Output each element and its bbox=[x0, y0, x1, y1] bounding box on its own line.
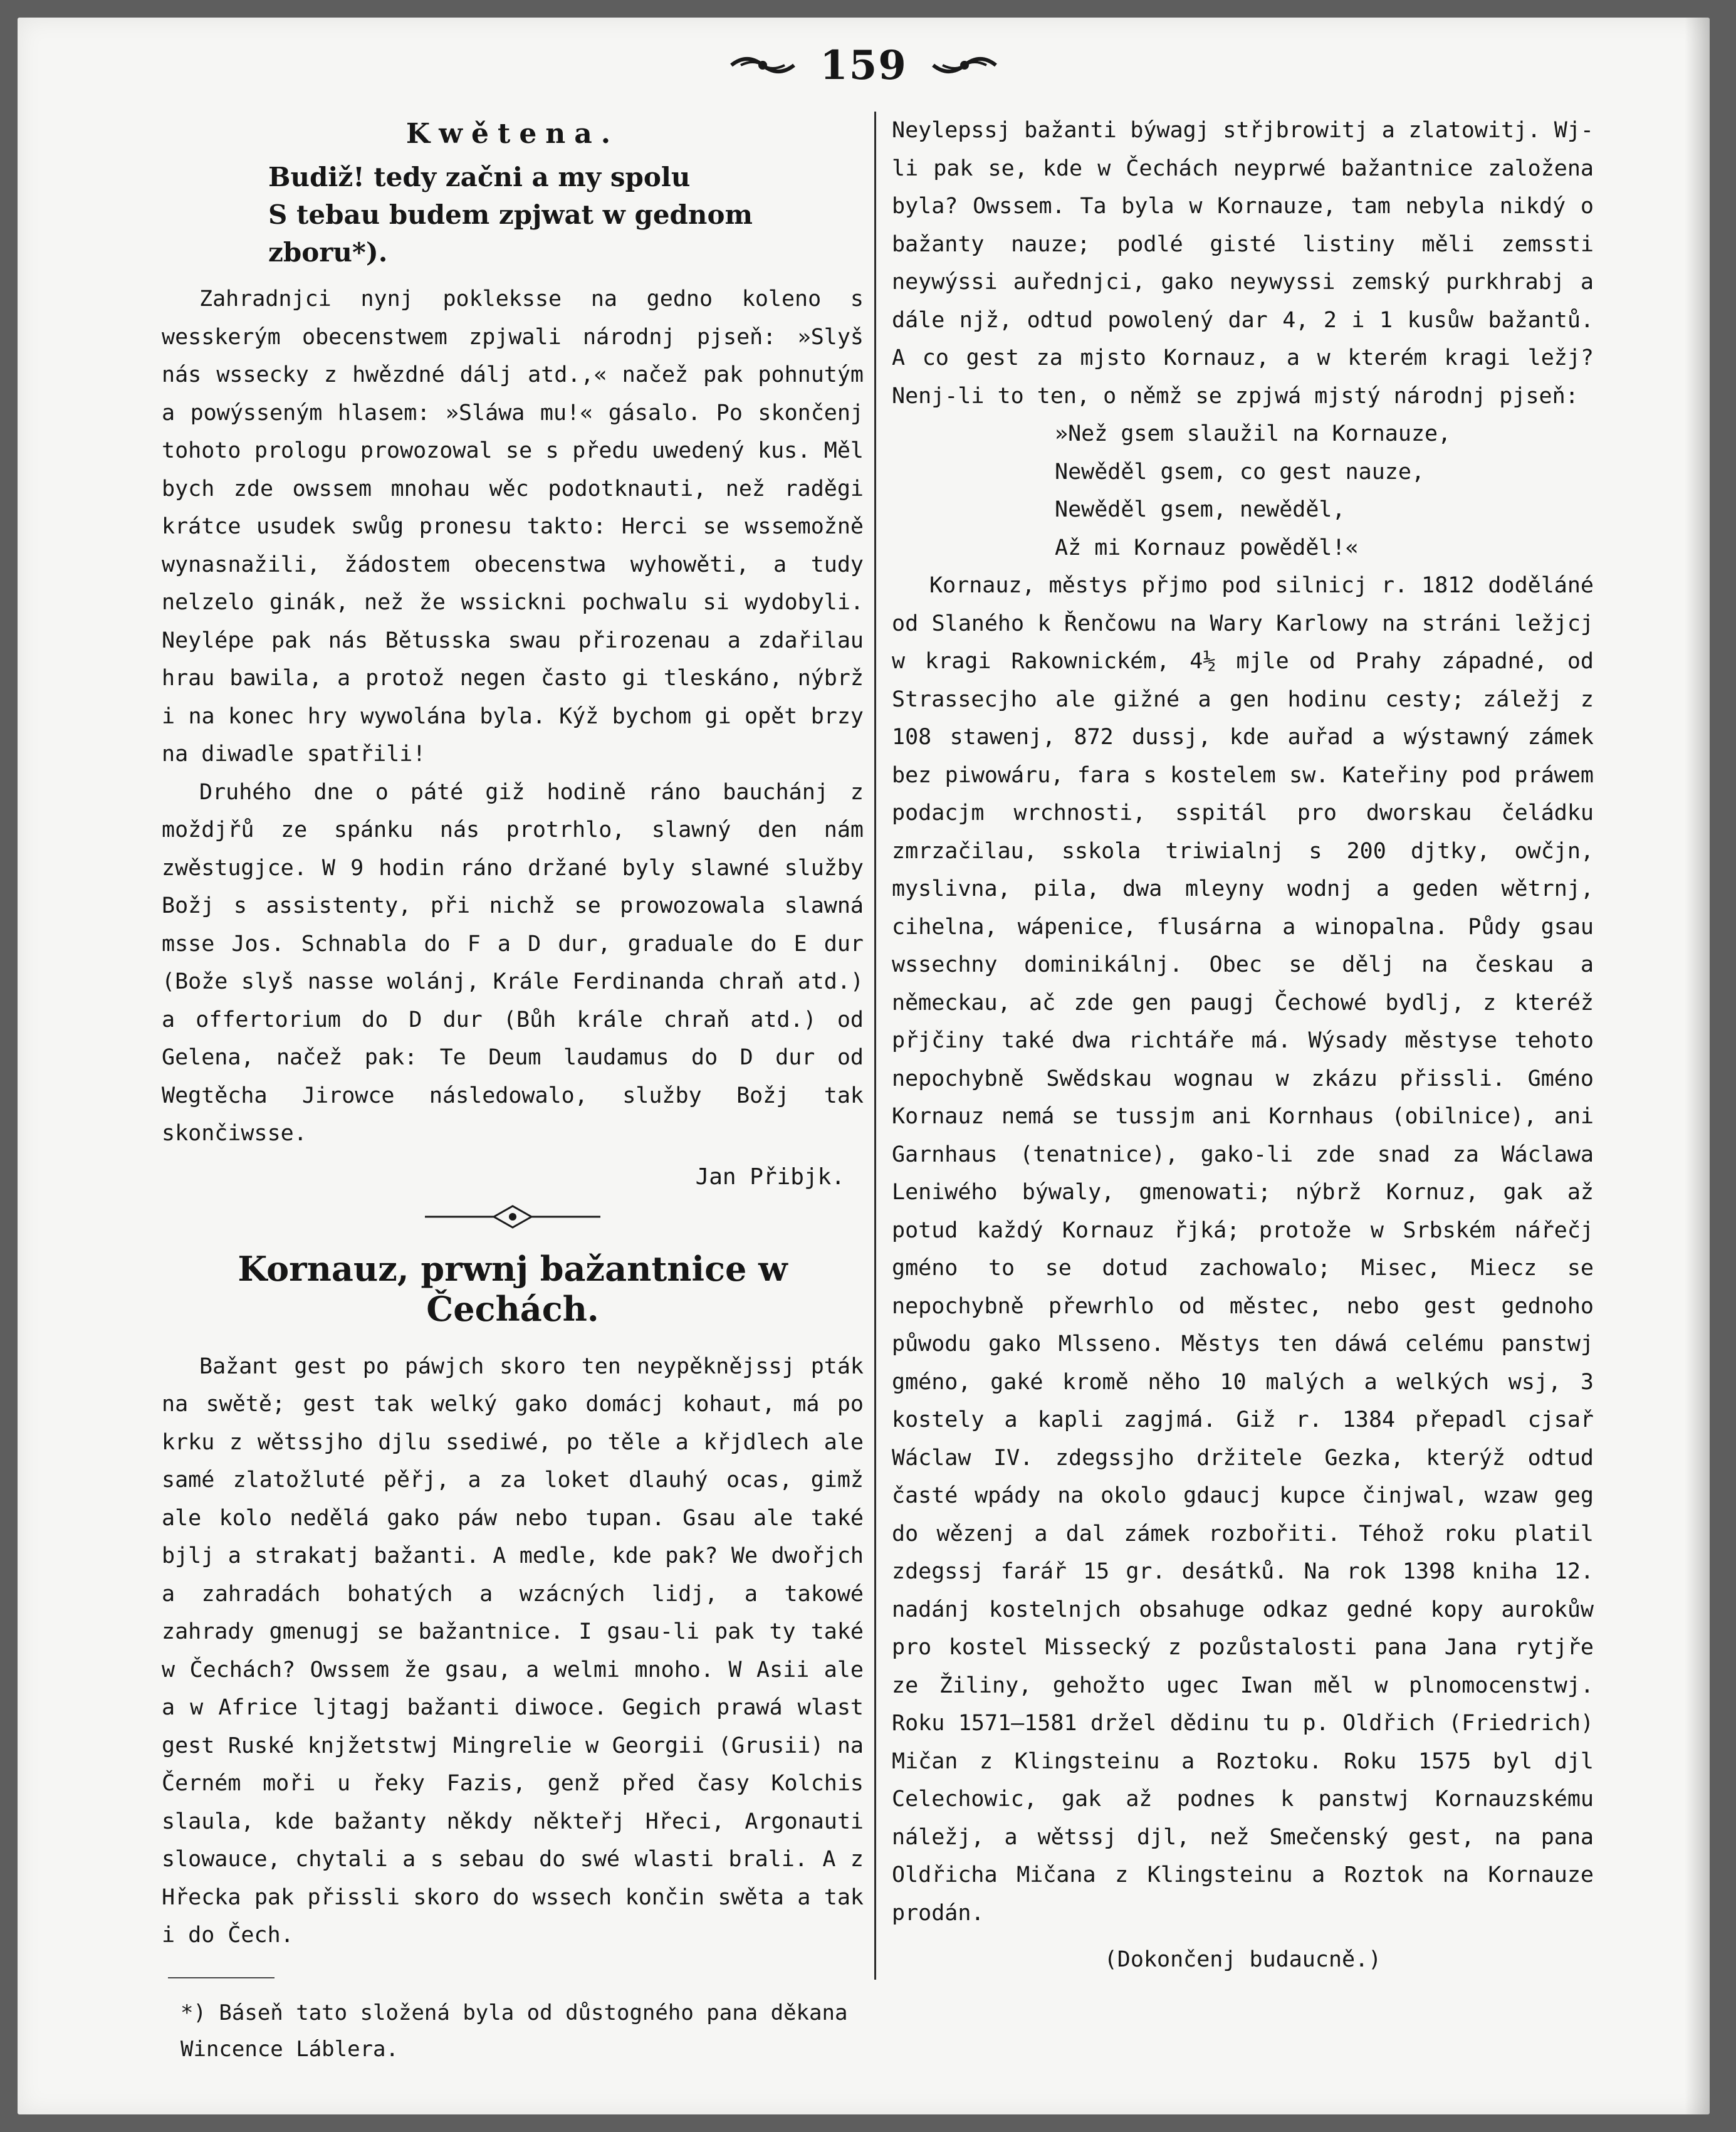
paragraph: Neylepssj bažanti býwagj střjbrowitj a zlatowitj. Wj-li pak se, kde w Čechách neyprwé bažantnice založena byla? Owssem. Ta byla w Kornauze, tam nebyla nikdý o bažanty nauze; podlé gisté listiny měli zemssti neywýssi auřednjci, gako neywyssi zemský purkhrabj a dále njž, odtud powolený dar 4, 2 i 1 kusůw bažantů. A co gest za mjsto Kornauz, a w kterém kragi ležj? Nenj-li to ten, o němž se zpjwá mjstý národnj pjseň: bbox=[892, 118, 1594, 409]
right-ornament-icon bbox=[930, 50, 999, 81]
footnote: *) Báseň tato složená byla od důstogného pana děkana Wincence Láblera. bbox=[180, 2000, 848, 2062]
page-number: 159 bbox=[820, 41, 907, 89]
song-verse bbox=[1055, 415, 1594, 567]
verse-line: S tebau budem zpjwat w gednom zboru*). bbox=[268, 199, 753, 268]
right-column bbox=[892, 112, 1594, 2045]
article-title: Kornauz, prwnj bažantnice w Čechách. bbox=[238, 1248, 788, 1329]
paragraph: Druhého dne o páté giž hodině ráno bauchánj z moždjřů ze spánku nás protrhlo, slawný den nám zwěstugjce. W 9 hodin ráno držané byly slawné služby Božj s assistenty, při nichž se prowozowala slawná msse Jos. Schnabla do F a D dur, graduale do E dur (Bože slyš nasse wolánj, Krále Ferdinanda chraň atd.) a offertorium do D dur (Bůh krále chraň atd.) od Gelena, načež pak: Te Deum laudamus do D dur od Wegtěcha Jirowce následowalo, služby Božj tak skončiwsse. bbox=[162, 779, 864, 1146]
left-ornament-icon bbox=[728, 50, 797, 81]
left-column bbox=[162, 112, 864, 2062]
song-line: »Než gsem slaužil na Kornauze, bbox=[1055, 421, 1451, 446]
song-line: Až mi Kornauz powěděl!« bbox=[1055, 535, 1359, 560]
song-line: Newěděl gsem, co gest nauze, bbox=[1055, 459, 1425, 485]
paragraph: Bažant gest po páwjch skoro ten neypěknějssj pták na swětě; gest tak welký gako domácj kohaut, má po krku z wětssjho djlu ssediwé, po těle a křjdlech ale samé zlatožluté pěřj, a za loket dlauhý ocas, gimž ale kolo nedělá gako páw nebo tupan. Gsau ale také bjlj a strakatj bažanti. A medle, kde pak? We dwořjch a zahradách bohatých a wzácných lidj, a takowé zahrady gmenugj se bažantnice. I gsau-li pak ty také w Čechách? Owssem že gsau, a welmi mnoho. W Asii ale a w Africe ljtagj bažanti diwoce. Gegich prawá wlast gest Ruské knjžetstwj Mingrelie w Georgii (Grusii) na Černém moři u řeky Fazis, genž před časy Kolchis slaula, kde bažanty někdy někteřj Hřeci, Argonauti slowauce, chytali a s sebau do swé wlasti brali. A z Hřecka pak přissli skoro do wssech končin swěta a tak i do Čech. bbox=[162, 1353, 864, 1948]
page-header bbox=[18, 40, 1710, 90]
section-heading: Kwětena. bbox=[405, 118, 620, 150]
verse-line: Budiž! tedy začni a my spolu bbox=[268, 162, 691, 192]
footnote-rule bbox=[168, 1977, 275, 1978]
paragraph: Zahradnjci nynj pokleksse na gedno koleno s wesskerým obecenstwem zpjwali národnj pjseň: »Slyš nás wssecky z hwězdné dálj atd.,« načež pak pohnutým a powýsseným hlasem: »Sláwa mu!« gásalo. Po skončenj tohoto prologu prowozowal se s předu uwedený kus. Měl bych zde owssem mnohau wěc podotknauti, než raděgi krátce usudek swůg pronesu takto: Herci se wssemožně wynasnažili, žádostem obecenstwa wyhowěti, a tudy nelzelo ginák, než že wssickni pochwalu si wydobyli. Neylépe pak nás Bětusska swau přirozenau a zdařilau hrau bawila, a protož negen často gi tleskáno, nýbrž i na konec hry wywolána byla. Kýž bychom gi opět brzy na diwadle spatřili! bbox=[162, 286, 864, 767]
song-line: Newěděl gsem, newěděl, bbox=[1055, 497, 1346, 522]
column-divider bbox=[874, 112, 876, 1980]
divider-ornament-icon bbox=[419, 1201, 607, 1232]
page bbox=[18, 18, 1710, 2114]
verse bbox=[268, 159, 864, 271]
paragraph: Kornauz, městys přjmo pod silnicj r. 1812 doděláné od Slaného k Řenčowu na Wary Karlowy na stráni ležjcj w kragi Rakownickém, 4½ mjle od Prahy západné, od Strassecjho ale gižné a gen hodinu cesty; záležj z 108 stawenj, 872 dussj, kde auřad a wýstawný zámek bez piwowáru, fara s kostelem sw. Kateřiny pod práwem podacjm wrchnosti, sspitál pro dworskau čeládku zmrzačilau, sskola triwialnj s 200 djtky, owčjn, myslivna, pila, dwa mleyny wodnj a geden wětrnj, cihelna, wápenice, flusárna a winopalna. Půdy gsau wssechny dominikálnj. Obec se dělj na českau a německau, ač zde gen paugj Čechowé bydlj, z kteréž přjčiny také dwa richtáře má. Wýsady městyse tehoto nepochybně Swědskau wognau w zkázu přissli. Gméno Kornauz nemá se tussjm ani Kornhaus (obilnice), ani Garnhaus (tenatnice), gako-li zde snad za Wáclawa Leniwého býwaly, gmenowati; nýbrž Kornuz, gak až potud každý Kornauz řjká; protože w Srbském nářečj gméno to se dotud zachowalo; Misec, Miecz se nepochybně přewrhlo od městec, nebo gest gednoho půwodu gako Mlsseno. Městys ten dáwá celému panstwj gméno, gaké kromě něho 10 malých a welkých wsj, 3 kostely a kapli zagjmá. Giž r. 1384 přepadl cjsař Wáclaw IV. zdegssjho držitele Gezka, kterýž odtud časté wpády na okolo gdaucj kupce činjwal, wzaw geg do wězenj a dal zámek rozbořiti. Téhož roku platil zdegssj farář 15 gr. desátků. Na rok 1398 kniha 12. nadánj kostelnjch obsahuge odkaz gedné kopy aurokůw pro kostel Missecký z pozůstalosti pana Jana rytjře ze Žiliny, gehožto ugec Iwan měl w plnomocenstwj. Roku 1571—1581 držel dědinu tu p. Oldřich (Friedrich) Mičan z Klingsteinu a Roztoku. Roku 1575 byl djl Celechowic, gak až podnes k panstwj Kornauzskému náležj, a wětssj djl, než Smečenský gest, na pana Oldřicha Mičana z Klingsteinu a Roztok na Kornauze prodán. bbox=[892, 573, 1594, 1926]
signature: Jan Přibjk. bbox=[695, 1163, 845, 1190]
continuation-note: (Dokončenj budaucně.) bbox=[1104, 1947, 1382, 1972]
page-edge-shadow bbox=[1685, 18, 1710, 2114]
